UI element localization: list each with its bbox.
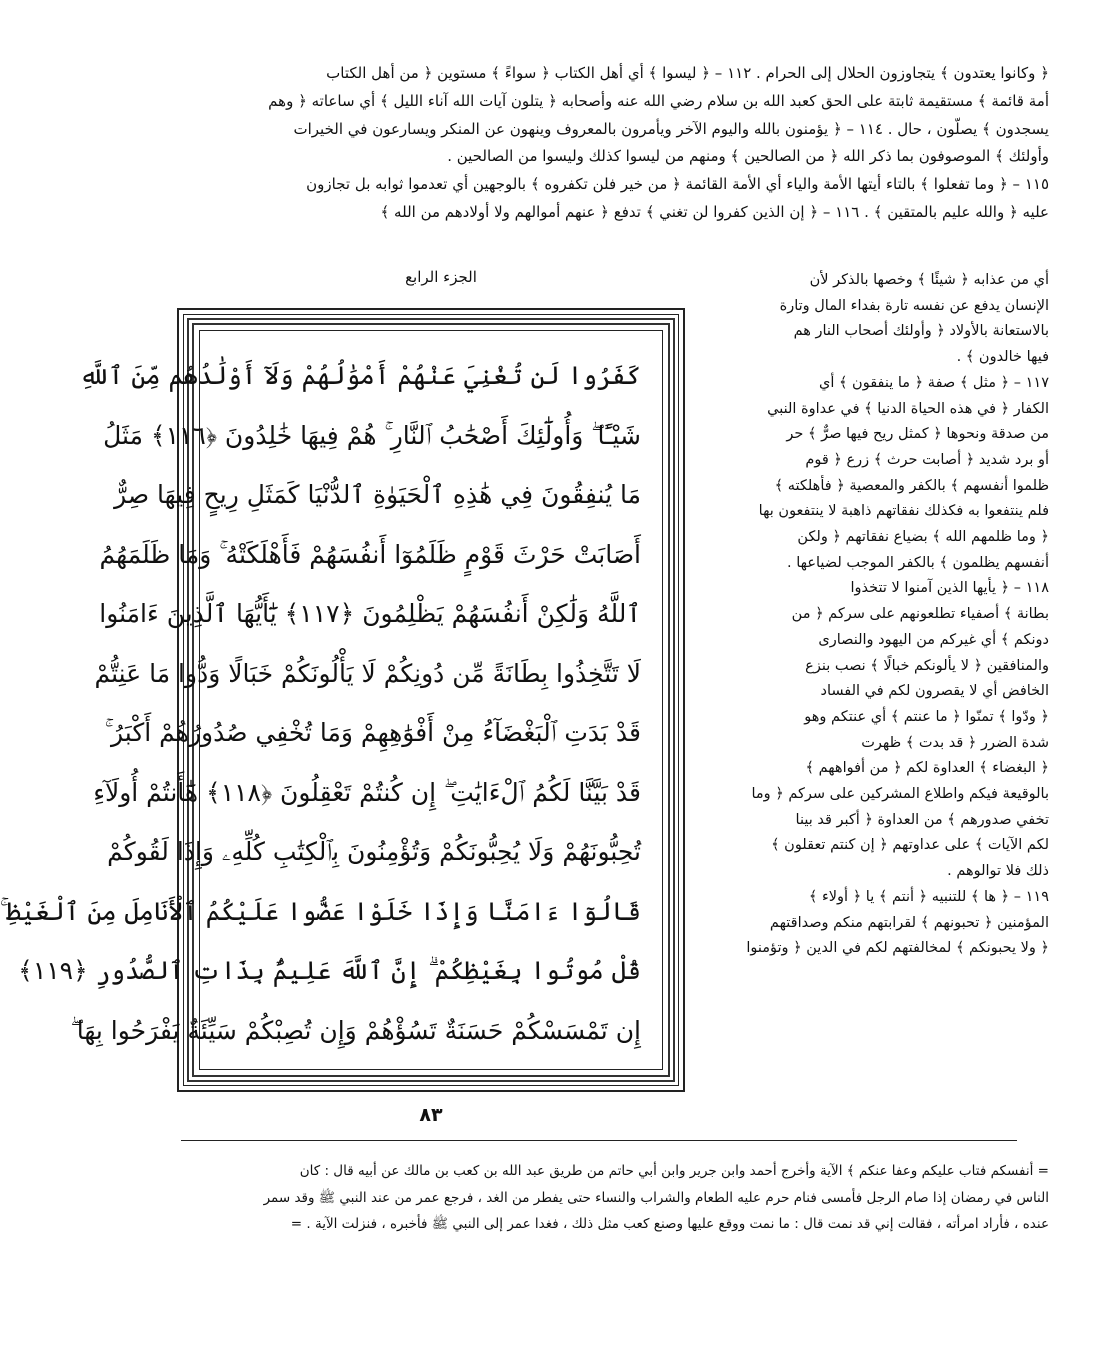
- quran-line: لَا تَتَّخِذُوا بِطَانَةً مِّن دُونِكُمْ لَا يَأْلُونَكُمْ خَبَالًا وَدُّوا مَا عَنِتُّمْ: [94, 658, 641, 688]
- side-line: الكفار ﴿ في هذه الحياة الدنيا ﴾ في عداوة النبي: [767, 400, 1049, 417]
- side-line: ﴿ ولا يحبونكم ﴾ لمخالفتهم لكم في الدين ﴿ وتؤمنوا: [746, 940, 1049, 957]
- side-line: أي من عذابه ﴿ شيئًا ﴾ وخصها بالذكر لأن: [809, 272, 1049, 288]
- side-line: فيها خالدون ﴾ .: [956, 349, 1049, 366]
- footnote-line: عنده ، فأراد امرأته ، فقالت إني قد نمت قال : ما نمت ووقع عليها وصنع كعب مثل ذلك ، فغدا عمر إلى النبي ﷺ فأخبره ، فنزلت الآية . =: [290, 1216, 1049, 1232]
- quran-line: شَيْـًٔا ۖ وَأُولَٰٓئِكَ أَصْحَٰبُ ٱلنَّارِ ۚ هُمْ فِيهَا خَٰلِدُونَ ﴿١١٦﴾ مَثَلُ: [103, 420, 641, 450]
- quran-line: تُحِبُّونَهُمْ وَلَا يُحِبُّونَكُمْ وَتُؤْمِنُونَ بِٱلْكِتَٰبِ كُلِّهِۦ وَإِذَا لَقُوكُمْ: [107, 837, 641, 866]
- side-line: لكم الآيات ﴾ على عداوتهم ﴿ إن كنتم تعقلون ﴾: [771, 837, 1049, 854]
- quran-line: قَدْ بَدَتِ ٱلْبَغْضَآءُ مِنْ أَفْوَٰهِهِمْ وَمَا تُخْفِي صُدُورُهُمْ أَكْبَرُ ۚ: [104, 718, 641, 747]
- page-number: ٨٣: [419, 1104, 443, 1126]
- side-line: دونكم ﴾ أي غيركم من اليهود والنصارى: [818, 631, 1049, 648]
- quran-line: إِن تَمْسَسْكُمْ حَسَنَةٌ تَسُؤْهُمْ وَإِن تُصِبْكُمْ سَيِّئَةٌ يَفْرَحُوا بِهَا ۖ: [70, 1015, 641, 1045]
- side-commentary: [701, 268, 1049, 962]
- quran-line: مَا يُنفِقُونَ فِي هَٰذِهِ ٱلْحَيَوٰةِ ٱلدُّنْيَا كَمَثَلِ رِيحٍ فِيهَا صِرٌّ: [114, 480, 641, 509]
- side-line: ذلك فلا توالوهم .: [947, 863, 1049, 880]
- footnote-line: = أنفسكم فتاب عليكم وعفا عنكم ﴾ الآية وأخرج أحمد وابن جرير وابن أبي حاتم من طريق عبد الله بن كعب بن مالك عن أبيه قال : كان: [299, 1163, 1049, 1179]
- side-line: ١١٧ – ﴿ مثل ﴾ صفة ﴿ ما ينفقون ﴾ أي: [818, 374, 1049, 391]
- quran-line: أَصَابَتْ حَرْثَ قَوْمٍ ظَلَمُوٓا أَنفُسَهُمْ فَأَهْلَكَتْهُ ۚ وَمَا ظَلَمَهُمُ: [99, 539, 641, 569]
- top-line-5: ١١٥ – ﴿ وما تفعلوا ﴾ بالتاء أيتها الأمة والياء أي الأمة القائمة ﴿ من خير فلن تكفروه ﴾ بالوجهين أي تعدموا ثوابه بل تجازون: [306, 175, 1049, 194]
- juz-title: الجزء الرابع: [405, 268, 477, 286]
- quran-line: كَفَرُوا لَن تُغْنِيَ عَنْهُمْ أَمْوَٰلُهُمْ وَلَآ أَوْلَٰدُهُم مِّنَ ٱللَّهِ: [79, 361, 641, 390]
- side-line: ظلموا أنفسهم ﴾ بالكفر والمعصية ﴿ فأهلكته ﴾: [774, 477, 1049, 494]
- top-commentary: [165, 60, 1049, 227]
- side-line: ١١٨ – ﴿ يأيها الذين آمنوا لا تتخذوا: [850, 580, 1049, 597]
- side-line: والمنافقين ﴿ لا يألونكم خبالًا ﴾ نصب بنزع: [805, 657, 1049, 674]
- side-line: فلم ينتفعوا به فكذلك نفقاتهم ذاهبة لا ينتفعون بها: [758, 503, 1049, 520]
- side-line: الخافض أي لا يقصرون لكم في الفساد: [820, 683, 1049, 700]
- quran-verses: [0, 346, 641, 1060]
- side-line: المؤمنين ﴿ تحبونهم ﴾ لقرابتهم منكم وصداقتهم: [769, 914, 1049, 931]
- quran-line: ٱللَّهُ وَلَٰكِنْ أَنفُسَهُمْ يَظْلِمُونَ ﴿١١٧﴾ يَٰٓأَيُّهَا ٱلَّذِينَ ءَامَنُوا: [99, 599, 641, 628]
- side-line: ﴿ البغضاء ﴾ العداوة لكم ﴿ من أفواههم ﴾: [805, 760, 1049, 777]
- side-line: ١١٩ – ﴿ ها ﴾ للتنبيه ﴿ أنتم ﴾ يا ﴿ أولاء ﴾: [808, 888, 1049, 905]
- side-line: شدة الضرر ﴿ قد بدت ﴾ ظهرت: [861, 734, 1049, 751]
- side-line: بالاستعانة بالأولاد ﴿ وأولئك أصحاب النار هم: [793, 323, 1049, 340]
- footnote-line: الناس في رمضان إذا صام الرجل فأمسى فنام حرم عليه الطعام والشراب والنساء حتى يفطر من الغد ، فرجع عمر من عند النبي ﷺ وقد سمر: [263, 1189, 1049, 1206]
- side-line: أنفسهم يظلمون ﴾ بالكفر الموجب لضياعها .: [787, 554, 1049, 571]
- side-line: ﴿ ودّوا ﴾ تمنّوا ﴿ ما عنتم ﴾ أي عنتكم وهو: [804, 708, 1049, 725]
- side-line: بطانة ﴾ أصفياء تطلعونهم على سركم ﴿ من: [791, 606, 1049, 623]
- top-line-6: عليه ﴿ والله عليم بالمتقين ﴾ . ١١٦ – ﴿ إن الذين كفروا لن تغني ﴾ تدفع ﴿ عنهم أموالهم ولا أولادهم من الله ﴾: [380, 202, 1049, 221]
- side-line: من صدقة ونحوها ﴿ كمثل ريح فيها صرٌّ ﴾ حر: [786, 426, 1049, 443]
- side-line: ﴿ وما ظلمهم الله ﴾ بضياع نفقاتهم ﴿ ولكن: [797, 529, 1049, 546]
- top-line-2: أمة قائمة ﴾ مستقيمة ثابتة على الحق كعبد الله بن سلام رضي الله عنه وأصحابه ﴿ يتلون آيات الله آناء الليل ﴾ أي ساعاته ﴿ وهم: [268, 91, 1049, 110]
- footnote-divider: [181, 1140, 1017, 1141]
- quran-line: قَدْ بَيَّنَّا لَكُمُ ٱلْءَايَٰتِ ۖ إِن كُنتُمْ تَعْقِلُونَ ﴿١١٨﴾ هَٰٓأَنتُمْ أُولَآءِ: [93, 777, 641, 807]
- side-line: الإنسان يدفع عن نفسه تارة بفداء المال وتارة: [779, 297, 1049, 314]
- quran-text-frame: [0, 308, 685, 1092]
- quran-line: قَالُوٓا ءَامَنَّا وَإِذَا خَلَوْا عَضُّوا عَلَيْكُمُ ٱلْأَنَامِلَ مِنَ ٱلْغَيْظِ ۚ: [0, 896, 641, 926]
- top-line-1: ﴿ وكانوا يعتدون ﴾ يتجاوزون الحلال إلى الحرام . ١١٢ – ﴿ ليسوا ﴾ أي أهل الكتاب ﴿ سواءً ﴾ مستوين ﴿ من أهل الكتاب: [326, 64, 1049, 82]
- side-line: بالوقيعة فيكم واطلاع المشركين على سركم ﴿ وما: [751, 786, 1049, 803]
- footnote: [171, 1158, 1049, 1238]
- top-line-4: وأولئك ﴾ الموصوفون بما ذكر الله ﴿ من الصالحين ﴾ ومنهم من ليسوا كذلك وليسوا من الصالحين .: [447, 147, 1049, 166]
- side-line: تخفي صدورهم ﴾ من العداوة ﴿ أكبر قد بينا: [795, 811, 1049, 828]
- quran-line: قُلْ مُوتُوا بِغَيْظِكُمْ ۗ إِنَّ ٱللَّهَ عَلِيمٌۢ بِذَاتِ ٱلصُّدُورِ ﴿١١٩﴾: [18, 956, 641, 985]
- side-line: أو برد شديد ﴿ أصابت حرث ﴾ زرع ﴿ قوم: [805, 451, 1049, 468]
- top-line-3: يسجدون ﴾ يصلّون ، حال . ١١٤ – ﴿ يؤمنون بالله واليوم الآخر ويأمرون بالمعروف وينهون عن المنكر ويسارعون في الخيرات: [293, 119, 1049, 138]
